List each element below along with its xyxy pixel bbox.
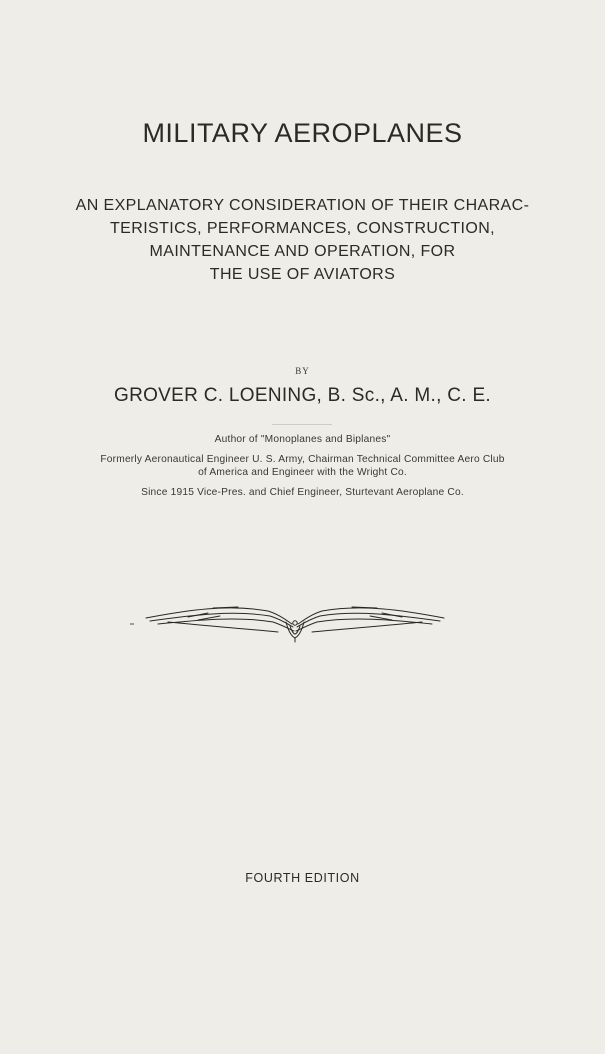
author-name: GROVER C. LOENING, B. Sc., A. M., C. E. xyxy=(114,385,491,406)
book-title: MILITARY AEROPLANES xyxy=(142,118,463,148)
subtitle-line: MAINTENANCE AND OPERATION, FOR xyxy=(149,243,456,260)
book-subtitle xyxy=(0,194,605,286)
subtitle-line: THE USE OF AVIATORS xyxy=(209,266,396,283)
credit-line: Formerly Aeronautical Engineer U. S. Army, Chairman Technical Committee Aero Club xyxy=(100,454,505,465)
author-credits xyxy=(0,433,605,499)
credit-line: Author of "Monoplanes and Biplanes" xyxy=(214,434,391,445)
subtitle-line: TERISTICS, PERFORMANCES, CONSTRUCTION, xyxy=(110,220,495,237)
eagle-wings-ornament-icon xyxy=(128,596,462,644)
credit-line: Since 1915 Vice-Pres. and Chief Engineer, Sturtevant Aeroplane Co. xyxy=(141,487,464,498)
credit-line: of America and Engineer with the Wright Co. xyxy=(198,467,407,478)
by-label: BY xyxy=(295,366,310,376)
edition-label: FOURTH EDITION xyxy=(245,871,360,885)
divider-rule xyxy=(272,424,332,425)
subtitle-line: AN EXPLANATORY CONSIDERATION OF THEIR CHARAC- xyxy=(75,197,530,214)
